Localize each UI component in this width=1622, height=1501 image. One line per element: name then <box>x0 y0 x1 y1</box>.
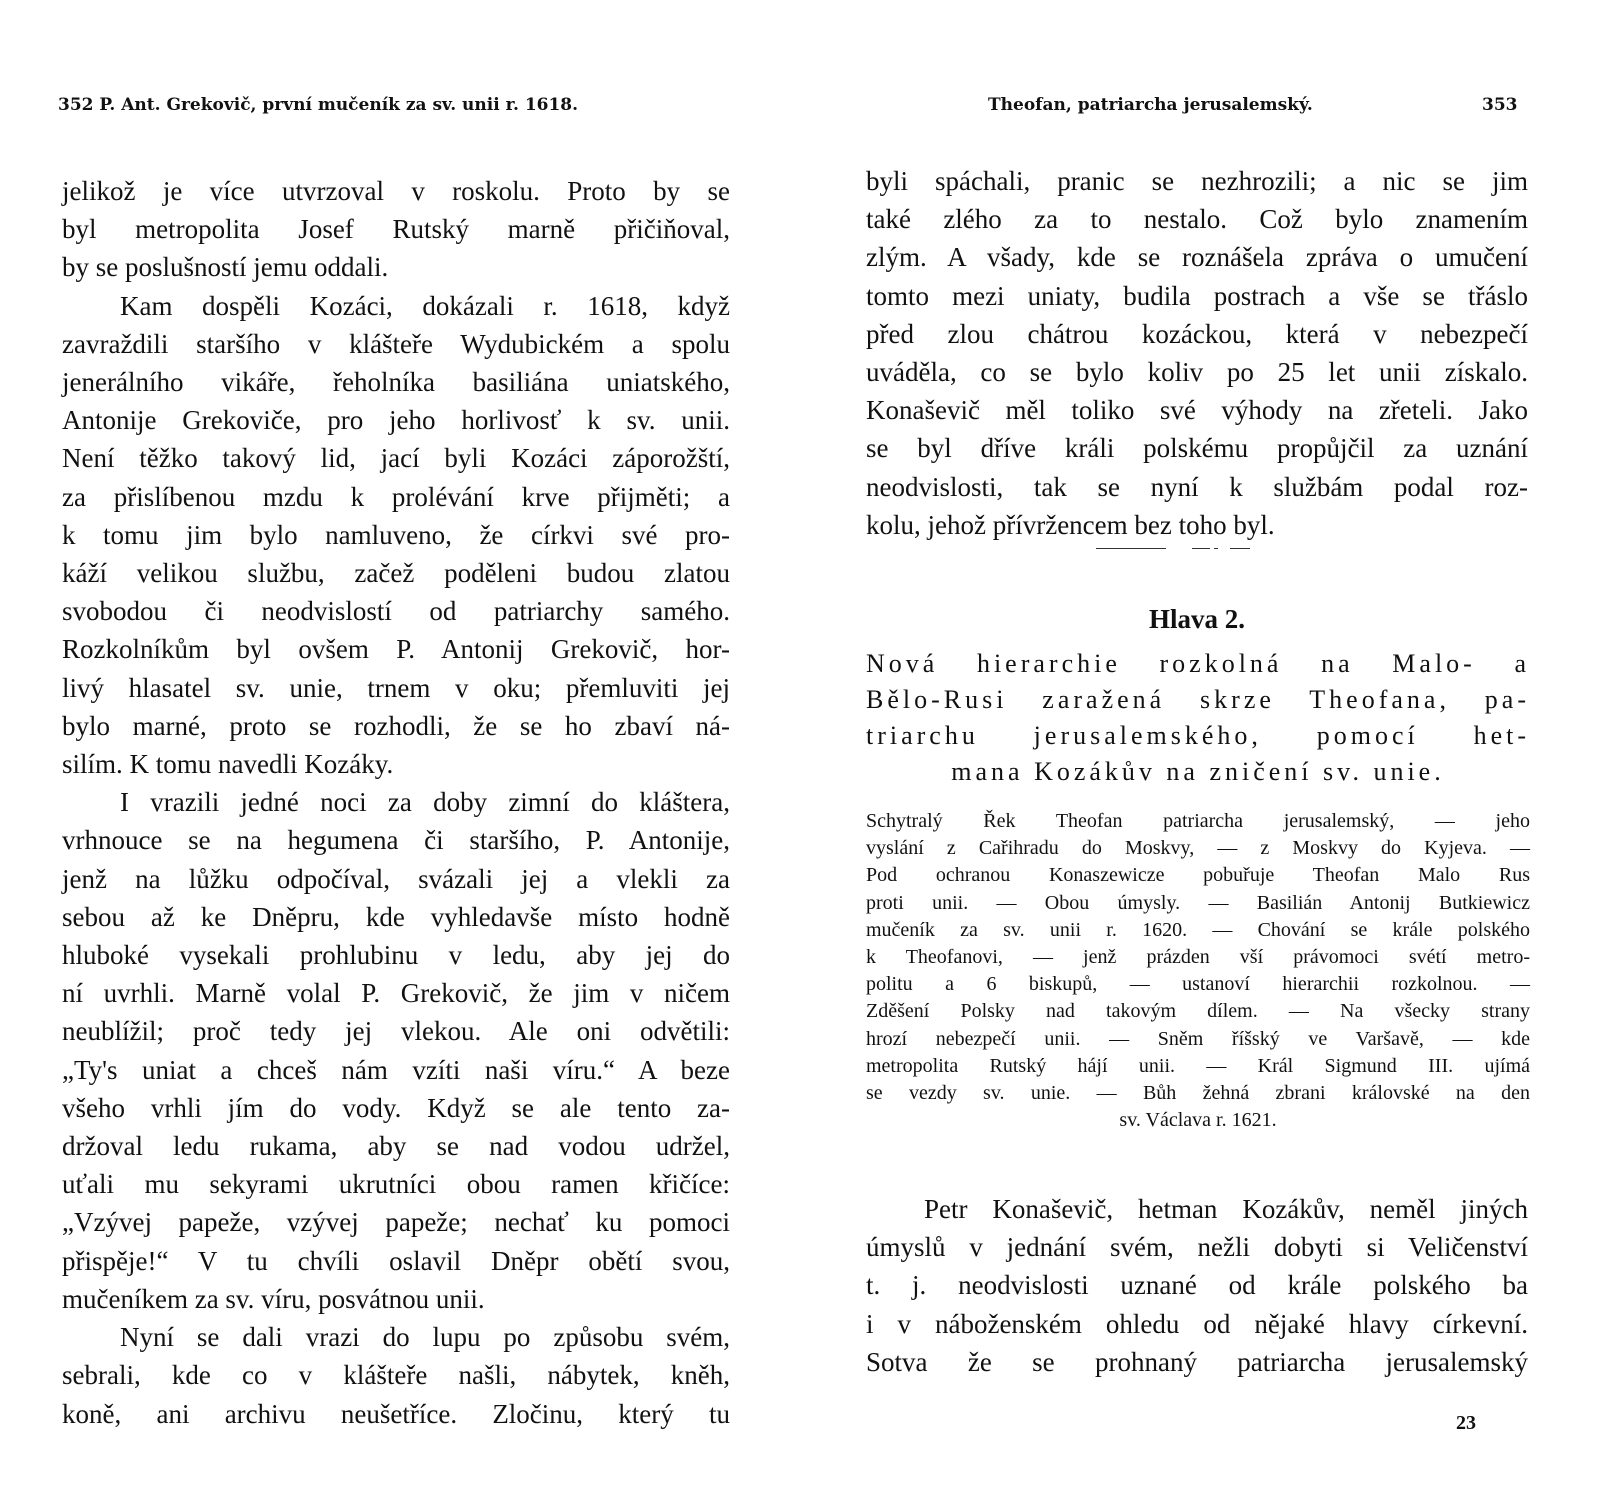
text-line: zlým. A všady, kde se roznášela zpráva o umučení <box>866 242 1528 273</box>
page-number: 353 <box>1482 95 1518 115</box>
text-line: Není těžko takový lid, jací byli Kozáci záporožští, <box>62 443 730 474</box>
summary-line: proti unii. — Obou úmysly. — Basilián Antonij Butkiewicz <box>866 891 1530 914</box>
chapter-title-line: Nová hierarchie rozkolná na Malo- a <box>866 649 1530 678</box>
right-running-head: Theofan, patriarcha jerusalemský. <box>988 95 1313 115</box>
text-line: Petr Konaševič, hetman Kozákův, neměl jiných <box>924 1194 1528 1224</box>
text-line: „Vzývej papeže, vzývej papeže; nechať ku pomoci <box>62 1207 730 1238</box>
right-body-text-top <box>866 162 1528 544</box>
summary-line: vyslání z Cařihradu do Moskvy, — z Moskvy do Kyjeva. — <box>866 837 1530 860</box>
text-line: Konaševič měl toliko své výhody na zřeteli. Jako <box>866 395 1528 426</box>
text-line: zavraždili staršího v klášteře Wydubickém a spolu <box>62 328 730 359</box>
text-line: k tomu jim bylo namluveno, že církvi své pro- <box>62 519 730 550</box>
signature-mark: 23 <box>1456 1412 1476 1434</box>
text-line: by se poslušností jemu oddali. <box>62 252 389 283</box>
chapter-heading: Hlava 2. <box>1148 604 1245 634</box>
summary-line: sv. Václava r. 1621. <box>1119 1109 1277 1132</box>
text-line: všeho vrhli jím do vody. Když se ale tento za- <box>62 1092 730 1123</box>
text-line: jenerálního vikáře, řeholníka basiliána uniatského, <box>62 367 730 398</box>
chapter-title-line: triarchu jerusalemského, pomocí het- <box>866 721 1530 750</box>
text-line: livý hlasatel sv. unie, trnem v oku; přemluviti jej <box>62 672 730 703</box>
text-line: mučeníkem za sv. víru, posvátnou unii. <box>62 1283 485 1314</box>
right-page <box>860 0 1622 1501</box>
text-line: uťali mu sekyrami ukrutníci obou ramen křičíce: <box>62 1169 730 1200</box>
chapter-title <box>866 646 1530 790</box>
text-line: vrhnouce se na hegumena či staršího, P. Antonije, <box>62 825 730 856</box>
text-line: „Ty's uniat a chceš nám vzíti naši víru.“ A beze <box>62 1054 730 1085</box>
text-line: sebrali, kde co v klášteře našli, nábytek, kněh, <box>62 1360 730 1391</box>
text-line: Rozkolníkům byl ovšem P. Antonij Grekovič, hor- <box>62 634 730 665</box>
chapter-summary <box>866 808 1530 1134</box>
left-body-text <box>62 172 730 1433</box>
text-line: uváděla, co se bylo koliv po 25 let unii získalo. <box>866 357 1528 388</box>
text-line: Antonije Grekoviče, pro jeho horlivosť k sv. unii. <box>62 405 730 436</box>
summary-line: politu a 6 biskupů, — ustanoví hierarchii rozkolnou. — <box>866 973 1530 996</box>
text-line: tomto mezi uniaty, budila postrach a vše se třáslo <box>866 280 1528 311</box>
text-line: byli spáchali, pranic se nezhrozili; a nic se jim <box>866 166 1528 196</box>
text-line: také zlého za to nestalo. Což bylo znamením <box>866 204 1528 235</box>
summary-line: Pod ochranou Konaszewicze pobuřuje Theofan Malo Rus <box>866 864 1530 887</box>
text-line: hluboké vysekali prohlubinu v ledu, aby jej do <box>62 940 730 971</box>
text-line: bylo marné, proto se rozhodli, že se ho zbaví ná- <box>62 710 730 741</box>
summary-line: se vezdy sv. unie. — Bůh žehná zbrani královské na den <box>866 1082 1530 1105</box>
text-line: Nyní se dali vrazi do lupu po způsobu svém, <box>120 1322 730 1353</box>
summary-line: metropolita Rutský hájí unii. — Král Sigmund III. ujímá <box>866 1054 1530 1077</box>
text-line: jelikož je více utvrzoval v roskolu. Proto by se <box>62 176 730 206</box>
left-running-head: 352 P. Ant. Grekovič, první mučeník za sv. unii r. 1618. <box>58 95 579 115</box>
summary-line: k Theofanovi, — jenž prázden vší právomoci svétí metro- <box>866 946 1530 969</box>
text-line: káží velikou službu, začež poděleni budou zlatou <box>62 558 730 589</box>
text-line: t. j. neodvislosti uznané od krále polského ba <box>866 1270 1528 1301</box>
summary-line: Schytralý Řek Theofan patriarcha jerusalemský, — jeho <box>866 810 1530 832</box>
text-line: ní uvrhli. Marně volal P. Grekovič, že jim v ničem <box>62 978 730 1009</box>
text-line: byl metropolita Josef Rutský marně přičiňoval, <box>62 214 730 245</box>
text-line: svobodou či neodvislostí od patriarchy samého. <box>62 596 730 627</box>
text-line: I vrazili jedné noci za doby zimní do kláštera, <box>120 787 730 818</box>
text-line: před zlou chátrou kozáckou, která v nebezpečí <box>866 318 1528 349</box>
text-line: přispěje!“ V tu chvíli oslavil Dněpr obětí svou, <box>62 1245 730 1276</box>
section-divider <box>1096 548 1250 550</box>
left-page <box>0 0 800 1501</box>
text-line: Sotva že se prohnaný patriarcha jerusalemský <box>866 1346 1528 1377</box>
chapter-title-line: Bělo-Rusi zaražená skrze Theofana, pa- <box>866 685 1530 714</box>
summary-line: mučeník za sv. unii r. 1620. — Chování se krále polského <box>866 918 1530 941</box>
text-line: se byl dříve králi polskému propůjčil za uznání <box>866 433 1528 464</box>
summary-line: Zděšení Polsky nad takovým dílem. — Na všecky strany <box>866 1000 1530 1023</box>
text-line: Kam dospěli Kozáci, dokázali r. 1618, když <box>120 290 730 321</box>
text-line: neublížil; proč tedy jej vlekou. Ale oni odvětili: <box>62 1016 730 1047</box>
text-line: kolu, jehož přívržencem bez toho byl. <box>866 509 1275 540</box>
text-line: koně, ani archivu neušetříce. Zločinu, který tu <box>62 1398 730 1429</box>
chapter-title-line: mana Kozákův na zničení sv. unie. <box>951 757 1445 786</box>
text-line: za přislíbenou mzdu k prolévání krve přijměti; a <box>62 481 730 512</box>
text-line: držoval ledu rukama, aby se nad vodou udržel, <box>62 1131 730 1162</box>
summary-line: hrozí nebezpečí unii. — Sněm říšský ve Varšavě, — kde <box>866 1027 1530 1050</box>
text-line: úmyslů v jednání svém, nežli dobyti si Veličenství <box>866 1232 1528 1263</box>
text-line: jenž na lůžku odpočíval, svázali jej a vlekli za <box>62 863 730 894</box>
text-line: neodvislosti, tak se nyní k službám podal roz- <box>866 471 1528 502</box>
right-body-text-bottom <box>866 1190 1528 1381</box>
text-line: silím. K tomu navedli Kozáky. <box>62 749 394 780</box>
text-line: sebou až ke Dněpru, kde vyhledavše místo hodně <box>62 901 730 932</box>
text-line: i v náboženském ohledu od nějaké hlavy církevní. <box>866 1308 1528 1339</box>
